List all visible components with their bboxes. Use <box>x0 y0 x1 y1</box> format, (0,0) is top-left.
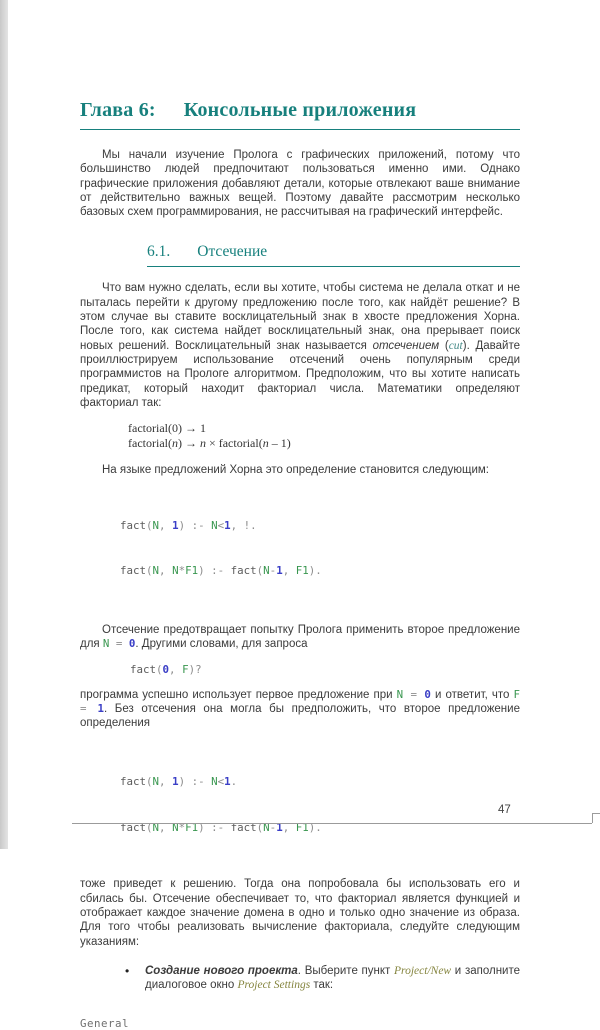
chapter-title: Консольные приложения <box>183 99 417 121</box>
bullet-text: Создание нового проекта. Выберите пункт Project/New и заполните диалоговое окно Project Settings так: <box>145 964 520 992</box>
bullet-item-create-project <box>80 964 520 993</box>
footer-rule-step-vertical <box>592 813 593 823</box>
bullet-icon: • <box>125 963 130 978</box>
chapter-heading <box>80 98 520 123</box>
section-rule <box>147 266 520 267</box>
page-number: 47 <box>498 804 511 816</box>
section-title: Отсечение <box>197 243 268 261</box>
code-query: fact(0, F)? <box>130 662 202 676</box>
code-line: fact(N, N*F1) :- fact(N-1, F1). <box>120 564 322 578</box>
section-number: 6.1. <box>147 243 171 261</box>
code-line: fact(N, 1) :- N<1. <box>120 775 238 789</box>
paragraph-cut-effect: Отсечение предотвращает попытку Пролога применить второе предложение для N = 0. Другими словами, для запроса <box>80 624 520 651</box>
paragraph-horn: На языке предложений Хорна это определение становится следующим: <box>102 464 490 477</box>
section-heading <box>80 243 520 261</box>
formula-line-1: factorial(0) → 1 <box>128 421 206 436</box>
scan-edge <box>0 0 8 849</box>
formula-block <box>128 421 520 451</box>
code-block-fact-nocut <box>120 744 520 866</box>
code-block-fact-cut <box>120 487 520 609</box>
chapter-rule <box>80 129 520 130</box>
general-label: General <box>80 1016 130 1030</box>
paragraph-cut-intro: Что вам нужно сделать, если вы хотите, чтобы система не делала откат и не пыталась перейти к другому предложению после того, как найдёт решение? В этом случае вы ставите восклицательный знак в хвосте предложения Хорна. После того, как система найдет восклицательный знак, она прерывает поиск новых решений. Восклицательный знак называется отсечением (cut). Давайте проиллюстрируем использование отсечений очень популярным среди программистов на Прологе алгоритмом. Предположим, что вы хотите написать предикат, который находит факториал числа. Математики определяют факториал так: <box>80 282 520 409</box>
page-content <box>80 98 520 1030</box>
paragraph-first-clause: программа успешно использует первое предложение при N = 0 и ответит, что F = 1. Без отсечения она могла бы предположить, что второе предложение определения <box>80 687 520 730</box>
chapter-number: Глава 6: <box>80 99 156 121</box>
code-line: fact(N, 1) :- N<1, !. <box>120 518 257 532</box>
footer-rule-step-horizontal <box>592 813 600 814</box>
paragraph-intro: Мы начали изучение Пролога с графических приложений, потому что большинство людей предпочитают пользоваться именно ими. Однако графические приложения добавляют детали, которые отвлекают ваше внимание от действительно важных вещей. Поэтому давайте рассмотрим несколько базовых схем программирования, не рассчитывая на графический интерфейс. <box>80 149 520 219</box>
code-line: fact(N, N*F1) :- fact(N-1, F1). <box>120 820 322 834</box>
footer-rule <box>72 823 592 824</box>
paragraph-conclusion: тоже приведет к решению. Тогда она попробовала бы использовать его и сбилась бы. Отсечение обеспечивает то, что факториал является функцией и отображает каждое значение домена в одно и только одно значение из образа. Для того чтобы реализовать вычисление факториала, следуйте следующим указаниям: <box>80 878 520 948</box>
formula-line-2: factorial(n) → n × factorial(n – 1) <box>128 436 291 451</box>
